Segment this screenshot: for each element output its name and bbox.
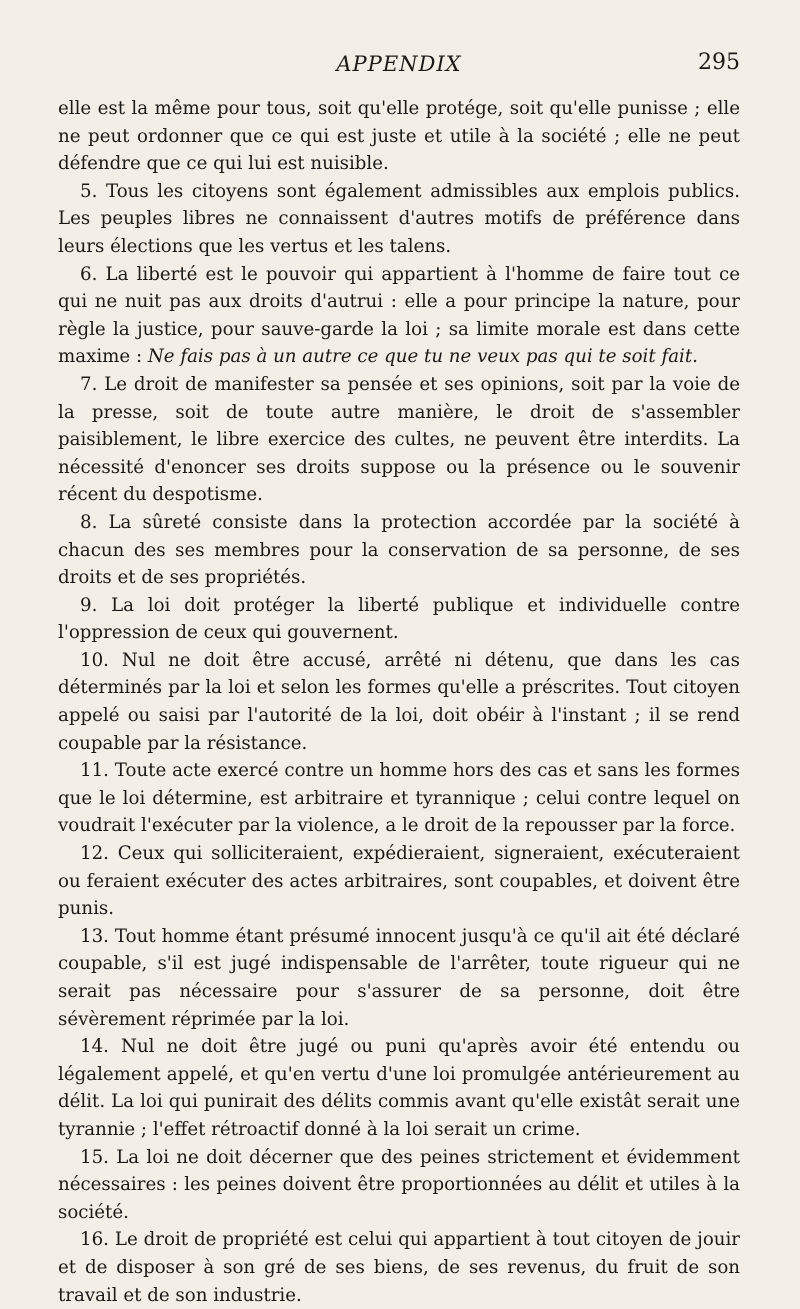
body-text <box>58 95 740 1309</box>
article-6-text: 6. La liberté est le pouvoir qui appartient à l'homme de faire tout ce qui ne nuit pas aux droits d'autrui : elle a pour principe la nature, pour règle la justice, pour sauve-garde la loi ; sa limite morale est dans cette maxime : <box>58 263 740 368</box>
article-12: 12. Ceux qui solliciteraient, expédieraient, signeraient, exécuteraient ou feraient exécuter des actes arbitraires, sont coupables, et doivent être punis. <box>58 843 740 920</box>
paragraph-continued: elle est la même pour tous, soit qu'elle protége, soit qu'elle punisse ; elle ne peut ordonner que ce qui est juste et utile à la société ; elle ne peut défendre que ce qui lui est nuisible. <box>58 98 740 175</box>
running-title: APPENDIX <box>336 52 462 76</box>
article-9: 9. La loi doit protéger la liberté publique et individuelle contre l'oppression de ceux qui gouvernent. <box>58 594 740 644</box>
article-14: 14. Nul ne doit être jugé ou puni qu'après avoir été entendu ou légalement appelé, et qu'en vertu d'une loi promulgée antérieurement au délit. La loi qui punirait des délits commis avant qu'elle existât serait une tyrannie ; l'effet rétroactif donné à la loi serait un crime. <box>58 1036 740 1140</box>
article-5: 5. Tous les citoyens sont également admissibles aux emplois publics. Les peuples libres ne connaissent d'autres motifs de préférence dans leurs élections que les vertus et les talens. <box>58 180 740 257</box>
article-16: 16. Le droit de propriété est celui qui appartient à tout citoyen de jouir et de disposer à son gré de ses biens, de ses revenus, du fruit de son travail et de son industrie. <box>58 1229 740 1306</box>
article-13: 13. Tout homme étant présumé innocent jusqu'à ce qu'il ait été déclaré coupable, s'il est jugé indispensable de l'arrêter, toute rigueur qui ne serait pas nécessaire pour s'assurer de sa personne, doit être sévèrement réprimée par la loi. <box>58 925 740 1030</box>
article-6-maxim: Ne fais pas à un autre ce que tu ne veux pas qui te soit fait. <box>147 346 698 368</box>
page-number: 295 <box>698 50 740 75</box>
article-7: 7. Le droit de manifester sa pensée et ses opinions, soit par la voie de la presse, soit de toute autre manière, le droit de s'assembler paisiblement, le libre exercice des cultes, ne peuvent être interdits. La nécessité d'enoncer ses droits suppose ou la présence ou le souvenir récent du despotisme. <box>58 373 740 506</box>
article-6 <box>58 261 740 371</box>
article-8: 8. La sûreté consiste dans la protection accordée par la société à chacun des ses membres pour la conservation de sa personne, de ses droits et de ses propriétés. <box>58 511 740 589</box>
running-head <box>58 0 740 95</box>
article-15: 15. La loi ne doit décerner que des peines strictement et évidemment nécessaires : les peines doivent être proportionnées au délit et utiles à la société. <box>58 1146 740 1223</box>
article-10: 10. Nul ne doit être accusé, arrêté ni détenu, que dans les cas déterminés par la loi et selon les formes qu'elle a préscrites. Tout citoyen appelé ou saisi par l'autorité de la loi, doit obéir à l'instant ; il se rend coupable par la résistance. <box>58 649 740 754</box>
article-11: 11. Toute acte exercé contre un homme hors des cas et sans les formes que le loi détermine, est arbitraire et tyrannique ; celui contre lequel on voudrait l'exécuter par la violence, a le droit de la repousser par la force. <box>58 760 740 837</box>
